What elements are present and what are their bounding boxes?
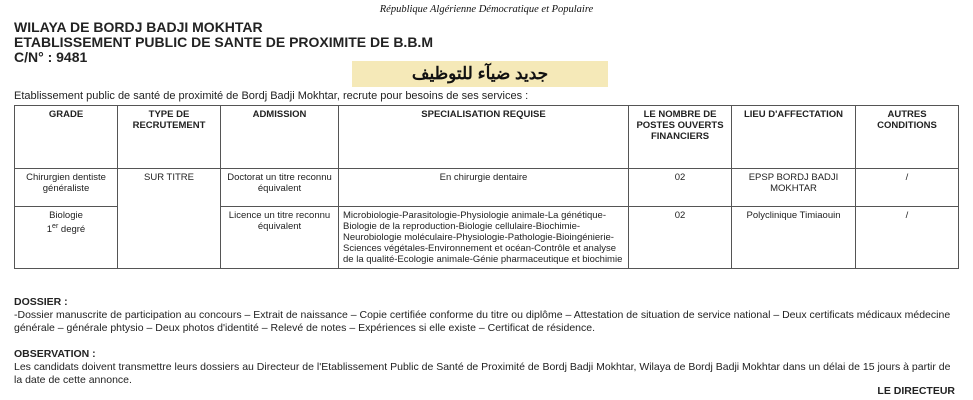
cell-grade [15,207,118,269]
grade-level: 1er degré [46,223,86,236]
col-header-grade: GRADE [15,106,118,169]
col-header-lieu: LIEU D'AFFECTATION [732,106,856,169]
observation-text: Les candidats doivent transmettre leurs dossiers au Directeur de l'Etablissement Public de Santé de Proximité de Bordj Badji Mokhtar, Wilaya de Bordj Badji Mokhtar dans un délai de 15 jours à partir de la date de cette annonce. [14,361,951,386]
cell-postes: 02 [629,169,732,207]
recruitment-table [14,105,959,269]
cell-autres: / [856,169,959,207]
establishment-line: ETABLISSEMENT PUBLIC DE SANTE DE PROXIMITE DE B.B.M [14,34,433,50]
cell-admission: Licence un titre reconnu équivalent [221,207,339,269]
observation-section [14,348,958,387]
col-header-specialisation: SPECIALISATION REQUISE [339,106,629,169]
cell-specialisation: Microbiologie-Parasitologie-Physiologie animale-La génétique-Biologie de la reproduction-Biologie cellulaire-Biochimie-Neurobiologie moléculaire-Physiologie-Pathologie-Bioingénierie- Sciences végétales-Environnement et océan-Contrôle et analyse de la qualité-Ecologie animale-Génie pharmaceutique et biochimie [339,207,629,269]
cn-line: C/N° : 9481 [14,49,88,65]
signature: LE DIRECTEUR [877,385,955,397]
intro-text: Etablissement public de santé de proximité de Bordj Badji Mokhtar, recrute pour besoins de ses services : [14,90,529,102]
institution-header [14,20,433,65]
cell-lieu: EPSP BORDJ BADJI MOKHTAR [732,169,856,207]
col-header-type: TYPE DE RECRUTEMENT [118,106,221,169]
col-header-admission: ADMISSION [221,106,339,169]
table-header-row [15,106,959,169]
wilaya-line: WILAYA DE BORDJ BADJI MOKHTAR [14,19,263,35]
arabic-banner: جديد ضيآء للتوظيف [352,61,608,87]
col-header-autres: AUTRES CONDITIONS [856,106,959,169]
cell-specialisation: En chirurgie dentaire [339,169,629,207]
cell-postes: 02 [629,207,732,269]
grade-name: Biologie [49,210,83,221]
dossier-title: DOSSIER : [14,296,68,308]
table-row [15,169,959,207]
dossier-section [14,296,958,335]
col-header-postes: LE NOMBRE DE POSTES OUVERTS FINANCIERS [629,106,732,169]
cell-type: SUR TITRE [118,169,221,269]
cell-autres: / [856,207,959,269]
dossier-text: -Dossier manuscrite de participation au concours – Extrait de naissance – Copie certifiée conforme du titre ou diplôme – Attestation de situation de service national – Deux certificats médicaux médecine générale – générale phtysio – Deux photos d'identité – Relevé de notes – Expériences si elle existe – Certificat de résidence. [14,309,951,334]
observation-title: OBSERVATION : [14,348,96,360]
republic-title: République Algérienne Démocratique et Populaire [379,4,594,15]
cell-grade: Chirurgien dentiste généraliste [15,169,118,207]
cell-admission: Doctorat un titre reconnu équivalent [221,169,339,207]
cell-lieu: Polyclinique Timiaouin [732,207,856,269]
